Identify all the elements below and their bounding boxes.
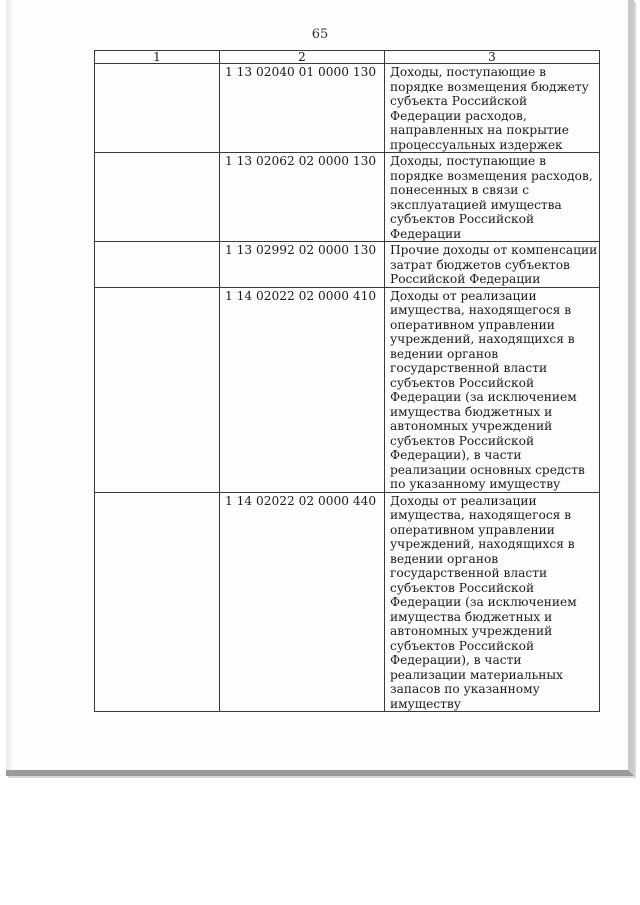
description-line: субъекта Российской xyxy=(390,94,528,108)
description-line: субъектов Российской xyxy=(390,375,535,390)
income-description xyxy=(385,492,600,712)
description-line: учреждений, находящихся в xyxy=(390,537,575,551)
admin-code-cell xyxy=(95,242,220,288)
column-header-1: 1 xyxy=(95,51,220,64)
description-line: ведении органов xyxy=(390,346,499,361)
budget-classification-code: 1 14 02022 02 0000 410 xyxy=(220,287,385,492)
description-line: оперативном управлении xyxy=(390,317,555,332)
description-line: эксплуатацией имущества xyxy=(390,197,562,212)
page-number: 65 xyxy=(311,27,329,42)
description-line: имущества, находящегося в xyxy=(390,508,572,522)
description-line: имущества бюджетных и xyxy=(390,404,553,419)
description-line: реализации материальных xyxy=(390,667,563,682)
description-line: порядке возмещения бюджету xyxy=(390,79,589,94)
description-line: Доходы, поступающие в xyxy=(390,154,547,168)
budget-classification-code: 1 13 02992 02 0000 130 xyxy=(220,242,385,288)
column-header-2: 2 xyxy=(220,51,385,64)
column-header-3: 3 xyxy=(385,51,600,64)
description-line: ведении органов xyxy=(390,551,499,566)
table-row xyxy=(95,153,600,242)
description-line: Доходы от реализации xyxy=(390,288,537,303)
description-line: оперативном управлении xyxy=(390,522,555,537)
income-description xyxy=(385,64,600,153)
description-line: субъектов Российской xyxy=(390,433,535,448)
description-line: понесенных в связи с xyxy=(390,183,530,197)
description-line: по указанному имуществу xyxy=(390,477,561,491)
admin-code-cell xyxy=(95,492,220,712)
table-row xyxy=(95,64,600,153)
table-row xyxy=(95,492,600,712)
description-line: направленных на покрытие xyxy=(390,123,570,137)
income-description xyxy=(385,153,600,242)
description-line: имущества бюджетных и xyxy=(390,609,553,624)
description-line: автономных учреждений xyxy=(390,419,553,433)
description-line: Федерации), в части xyxy=(390,653,522,667)
description-line: Доходы, поступающие в xyxy=(390,65,547,79)
description-line: Прочие доходы от компенсации xyxy=(390,243,598,257)
description-line: Федерации (за исключением xyxy=(390,595,577,609)
table-body xyxy=(95,64,600,712)
description-line: затрат бюджетов субъектов xyxy=(390,257,570,272)
budget-classification-code: 1 13 02062 02 0000 130 xyxy=(220,153,385,242)
description-line: процессуальных издержек xyxy=(390,137,563,152)
income-codes-table xyxy=(94,50,600,712)
description-line: реализации основных средств xyxy=(390,462,585,477)
budget-classification-code: 1 13 02040 01 0000 130 xyxy=(220,64,385,153)
description-line: автономных учреждений xyxy=(390,624,553,638)
description-line: Федерации xyxy=(390,226,462,241)
description-line: субъектов Российской xyxy=(390,212,535,226)
description-line: имуществу xyxy=(390,696,461,711)
admin-code-cell xyxy=(95,287,220,492)
description-line: Федерации расходов, xyxy=(390,108,527,123)
description-line: Российской Федерации xyxy=(390,272,541,286)
description-line: государственной власти xyxy=(390,566,548,580)
income-description xyxy=(385,287,600,492)
description-line: порядке возмещения расходов, xyxy=(390,168,593,183)
description-line: Федерации), в части xyxy=(390,448,522,462)
income-description xyxy=(385,242,600,288)
description-line: государственной власти xyxy=(390,361,548,375)
budget-classification-code: 1 14 02022 02 0000 440 xyxy=(220,492,385,712)
description-line: имущества, находящегося в xyxy=(390,303,572,317)
description-line: запасов по указанному xyxy=(390,682,540,696)
description-line: субъектов Российской xyxy=(390,638,535,653)
description-line: Федерации (за исключением xyxy=(390,390,577,404)
table-row xyxy=(95,287,600,492)
admin-code-cell xyxy=(95,64,220,153)
table-row xyxy=(95,242,600,288)
table-header-row xyxy=(95,51,600,64)
description-line: учреждений, находящихся в xyxy=(390,332,575,346)
admin-code-cell xyxy=(95,153,220,242)
paper-left-edge xyxy=(6,0,12,770)
description-line: Доходы от реализации xyxy=(390,493,537,508)
description-line: субъектов Российской xyxy=(390,580,535,595)
